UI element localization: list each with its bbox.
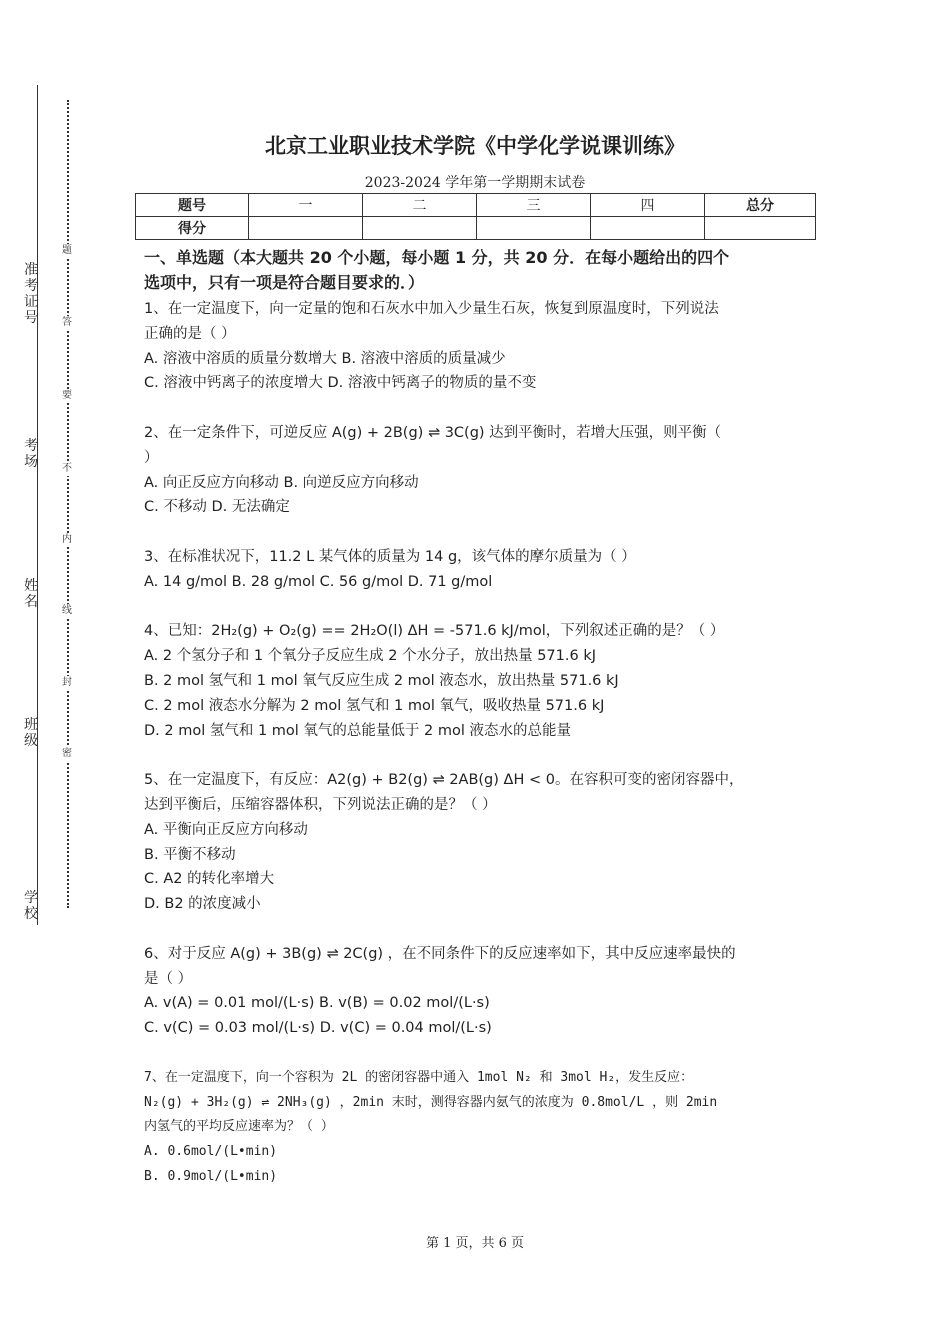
question-line: A. 14 g/mol B. 28 g/mol C. 56 g/mol D. 71 g/mol (144, 573, 493, 590)
question-4 (144, 619, 810, 743)
binding-dot-char: 密 (62, 748, 72, 759)
question-line: A. 2 个氢分子和 1 个氧分子反应生成 2 个水分子，放出热量 571.6 kJ (144, 648, 597, 665)
question-line: A. 向正反应方向移动 B. 向逆反应方向移动 (144, 474, 419, 491)
score-header-cell: 四 (591, 194, 705, 217)
exam-title: 北京工业职业技术学院《中学化学说课训练》 (265, 134, 685, 158)
question-6 (144, 942, 810, 1041)
score-table-score-row (136, 217, 816, 240)
question-line: C. 2 mol 液态水分解为 2 mol 氢气和 1 mol 氧气，吸收热量 571.6 kJ (144, 697, 605, 714)
binding-dot-char: 要 (62, 390, 72, 401)
page-footer: 第 1 页，共 6 页 (425, 1236, 525, 1251)
question-line: 3、在标准状况下，11.2 L 某气体的质量为 14 g，该气体的摩尔质量为（ ） (144, 548, 636, 565)
binding-dot-char: 不 (62, 463, 72, 474)
question-line: A. v(A) = 0.01 mol/(L·s) B. v(B) = 0.02 mol/(L·s) (144, 995, 490, 1012)
question-line: ） (144, 449, 159, 466)
score-cell (591, 217, 705, 240)
question-3 (144, 545, 810, 595)
binding-solid-line (37, 85, 38, 925)
binding-label: 班 级 (24, 717, 38, 749)
score-header-cell: 二 (363, 194, 477, 217)
question-line: B. 平衡不移动 (144, 846, 236, 863)
binding-dot-char: 线 (62, 605, 72, 616)
section-heading-line: 一、单选题（本大题共 20 个小题，每小题 1 分，共 20 分．在每小题给出的四个 (144, 248, 730, 267)
question-line: 5、在一定温度下，有反应：A2(g) + B2(g) ⇌ 2AB(g) ΔH < 0。在容积可变的密闭容器中， (144, 772, 744, 789)
score-row-label: 得分 (136, 217, 249, 240)
question-line: 1、在一定温度下，向一定量的饱和石灰水中加入少量生石灰，恢复到原温度时，下列说法 (144, 301, 719, 317)
binding-label: 准 考 证 号 (24, 262, 38, 326)
question-2 (144, 421, 810, 520)
binding-dot-char: 内 (62, 534, 72, 545)
score-header-cell: 题号 (136, 194, 249, 217)
score-cell (363, 217, 477, 240)
question-line: C. 溶液中钙离子的浓度增大 D. 溶液中钙离子的物质的量不变 (144, 375, 537, 392)
question-line: 6、对于反应 A(g) + 3B(g) ⇌ 2C(g) ，在不同条件下的反应速率如下，其中反应速率最快的 (144, 945, 736, 962)
question-1 (144, 297, 810, 396)
score-cell (249, 217, 363, 240)
score-cell (705, 217, 816, 240)
question-line: 2、在一定条件下，可逆反应 A(g) + 2B(g) ⇌ 3C(g) 达到平衡时，若增大压强，则平衡（ (144, 424, 722, 441)
exam-content (144, 245, 810, 1190)
binding-dot-char: 封 (62, 677, 72, 688)
question-line: C. 不移动 D. 无法确定 (144, 499, 290, 516)
question-option: A. 0.6mol/(L•min) (144, 1144, 278, 1160)
question-line: C. A2 的转化率增大 (144, 871, 275, 888)
binding-label: 姓 名 (24, 578, 38, 610)
question-option: B. 0.9mol/(L•min) (144, 1168, 278, 1184)
question-line: N₂(g) + 3H₂(g) ⇌ 2NH₃(g) ，2min 末时，测得容器内氨气的浓度为 0.8mol/L ，则 2min (144, 1094, 718, 1110)
score-cell (477, 217, 591, 240)
score-table-header-row (136, 194, 816, 217)
exam-subtitle: 2023-2024 学年第一学期期末试卷 (364, 175, 586, 191)
question-line: 正确的是（ ） (144, 325, 236, 342)
question-line: D. B2 的浓度减小 (144, 896, 261, 913)
score-table (135, 193, 816, 240)
section-heading (144, 245, 810, 295)
section-heading-line: 选项中，只有一项是符合题目要求的．） (144, 273, 425, 292)
question-line: 达到平衡后，压缩容器体积，下列说法正确的是？（ ） (144, 796, 497, 813)
question-line: B. 2 mol 氢气和 1 mol 氧气反应生成 2 mol 液态水，放出热量 571.6 kJ (144, 672, 619, 689)
question-line: A. 溶液中溶质的质量分数增大 B. 溶液中溶质的质量减少 (144, 350, 506, 367)
binding-dot-char: 答 (62, 317, 72, 328)
score-header-cell: 总分 (705, 194, 816, 217)
question-line: D. 2 mol 氢气和 1 mol 氧气的总能量低于 2 mol 液态水的总能量 (144, 722, 572, 739)
question-line: A. 平衡向正反应方向移动 (144, 821, 308, 838)
binding-label: 学 校 (24, 890, 38, 922)
question-line: 7、在一定温度下，向一个容积为 2L 的密闭容器中通入 1mol N₂ 和 3mol H₂，发生反应： (144, 1069, 694, 1085)
score-header-cell: 三 (477, 194, 591, 217)
question-line: C. v(C) = 0.03 mol/(L·s) D. v(C) = 0.04 mol/(L·s) (144, 1020, 492, 1037)
question-line: 4、已知：2H₂(g) + O₂(g) == 2H₂O(l) ΔH = -571.6 kJ/mol，下列叙述正确的是？（ ） (144, 623, 725, 640)
question-7 (144, 1066, 810, 1190)
binding-dot-char: 题 (62, 245, 72, 256)
question-line: 内氢气的平均反应速率为？（ ） (144, 1119, 334, 1135)
binding-label: 考 场 (24, 438, 38, 470)
question-list (144, 297, 810, 1041)
question-5 (144, 768, 810, 917)
question-line: 是（ ） (144, 970, 193, 987)
score-header-cell: 一 (249, 194, 363, 217)
binding-dotted-line (67, 100, 69, 908)
